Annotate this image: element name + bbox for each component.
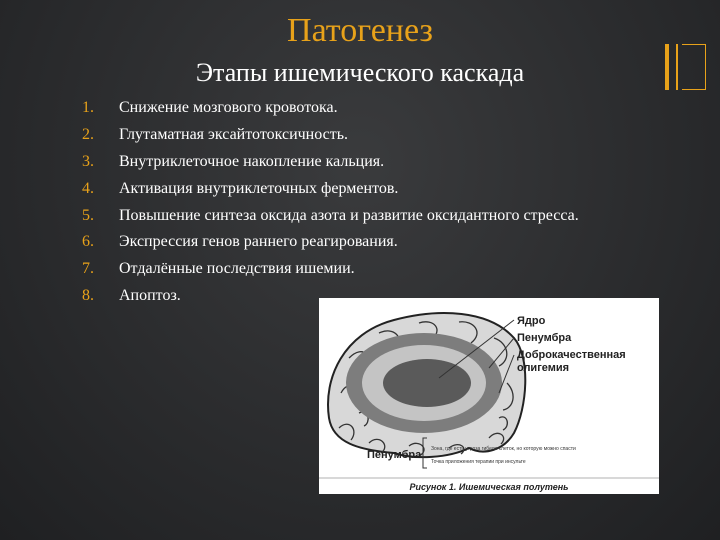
note-line-2: Точка приложения терапии при инсульте [431,459,526,465]
item-text: Повышение синтеза оксида азота и развитие оксидантного стресса. [119,206,579,224]
item-number: 2. [82,126,94,144]
slide-title: Патогенез [287,12,433,49]
label-penumbra-left: Пенумбра [367,449,422,461]
item-number: 7. [82,260,94,278]
item-number: 6. [82,233,94,251]
item-number: 8. [82,286,94,304]
list-item [82,229,702,256]
list-item [82,122,702,149]
item-number: 3. [82,152,94,170]
item-text: Активация внутриклеточных ферментов. [119,179,399,197]
list-item [82,202,702,229]
item-text: Отдалённые последствия ишемии. [119,260,355,278]
item-text: Глутаматная эксайтотоксичность. [119,126,349,144]
list-item [82,95,702,122]
list-item [82,149,702,176]
item-number: 4. [82,179,94,197]
item-text: Внутриклеточное накопление кальция. [119,152,385,170]
item-number: 1. [82,99,94,117]
item-text: Экспрессия генов раннего реагирования. [119,233,398,251]
item-text: Апоптоз. [119,286,181,304]
item-number: 5. [82,206,94,224]
label-penumbra: Пенумбра [517,332,572,344]
figure-caption: Рисунок 1. Ишемическая полутень [409,482,569,492]
list-item [82,175,702,202]
brain-diagram [319,298,659,494]
label-core: Ядро [517,315,546,327]
item-text: Снижение мозгового кровотока. [119,99,338,117]
core-zone [383,359,471,407]
note-line-1: Зона, где есть угроза гибели клеток, но которую можно спасти [431,446,576,452]
label-benign-1: Доброкачественная [517,349,626,361]
list-item [82,256,702,283]
label-benign-2: олигемия [517,362,570,374]
slide-subtitle: Этапы ишемического каскада [195,58,525,87]
penumbra-figure [319,298,659,494]
steps-list [82,95,702,309]
